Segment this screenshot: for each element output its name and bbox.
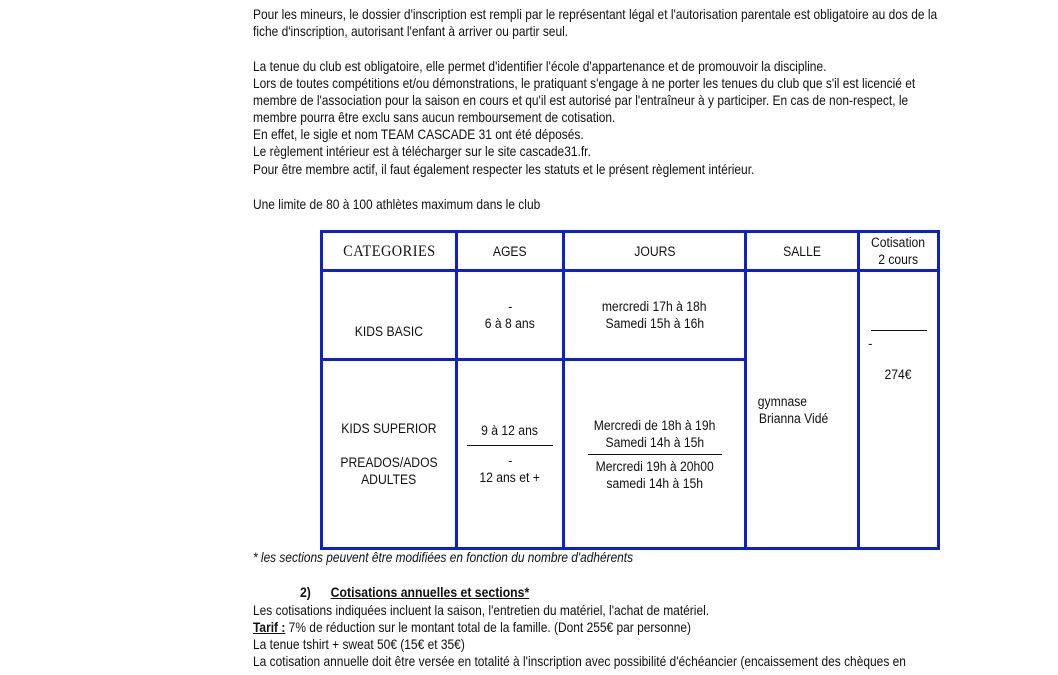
tarif-text: 7% de réduction sur le montant total de la famille. (Dont 255€ par personne) (285, 620, 691, 635)
divider (588, 454, 722, 455)
cell-ages-kids-basic: - 6 à 8 ans (455, 269, 565, 361)
paragraph-line: membre de l'association pour la saison en cours et qu'il est autorisé par l'entraîneur à y participer. En cas de non-respect, le (253, 93, 909, 108)
header-jours: JOURS (562, 230, 747, 272)
paragraph-line: Pour les mineurs, le dossier d'inscription est rempli par le représentant légal et l'autorisation parentale est obligatoire au dos de la (253, 7, 938, 22)
tarif-label: Tarif : (253, 620, 286, 635)
paragraph-line: Lors de toutes compétitions et/ou démonstrations, le pratiquant s'engage à ne porter les tenues du club que s'il est licencié et (253, 76, 916, 91)
paragraph-line: Les cotisations indiquées incluent la saison, l'entretien du matériel, l'achat de matériel. (253, 603, 710, 618)
divider (467, 445, 553, 446)
header-categories: CATEGORIES (320, 230, 458, 272)
header-ages: AGES (455, 230, 565, 272)
cell-jours-kids-basic: mercredi 17h à 18h Samedi 15h à 16h (562, 269, 747, 361)
cell-jours-superior: Mercredi de 18h à 19h Samedi 14h à 15h Mercredi 19h à 20h00 samedi 14h à 15h (562, 358, 747, 550)
paragraph-line: La tenue tshirt + sweat 50€ (15€ et 35€) (253, 637, 465, 652)
paragraph-line: Le règlement intérieur est à télécharger sur le site cascade31.fr. (253, 144, 591, 159)
paragraph-line: Une limite de 80 à 100 athlètes maximum dans le club (253, 197, 541, 212)
paragraph-line: En effet, le sigle et nom TEAM CASCADE 31 ont été déposés. (253, 127, 584, 142)
cell-category-kids-basic: KIDS BASIC (320, 269, 458, 361)
divider (871, 330, 927, 331)
cell-cotisation: - 274€ (857, 269, 940, 550)
cell-ages-superior: 9 à 12 ans - 12 ans et + (455, 358, 565, 550)
paragraph-line: membre pourra être exclu sans aucun remboursement de cotisation. (253, 110, 616, 125)
table-footnote: * les sections peuvent être modifiées en fonction du nombre d'adhérents (253, 550, 634, 565)
paragraph-line: La tenue du club est obligatoire, elle permet d'identifier l'école d'appartenance et de promouvoir la discipline. (253, 59, 827, 74)
schedule-table (320, 230, 940, 550)
paragraph-line: La cotisation annuelle doit être versée en totalité à l'inscription avec possibilité d'échéancier (encaissement des chèques en (253, 654, 906, 669)
section-heading: 2) Cotisations annuelles et sections* (300, 585, 530, 600)
cell-category-superior: KIDS SUPERIOR PREADOS/ADOS ADULTES (320, 358, 458, 550)
paragraph-line: Pour être membre actif, il faut également respecter les statuts et le présent règlement intérieur. (253, 162, 755, 177)
tarif-line (253, 619, 916, 636)
paragraph-line: fiche d'inscription, autorisant l'enfant à arriver ou partir seul. (253, 24, 569, 39)
header-cotisation: Cotisation 2 cours (857, 230, 940, 272)
header-salle: SALLE (744, 230, 860, 272)
cell-salle: gymnase Brianna Vidé (744, 269, 860, 550)
